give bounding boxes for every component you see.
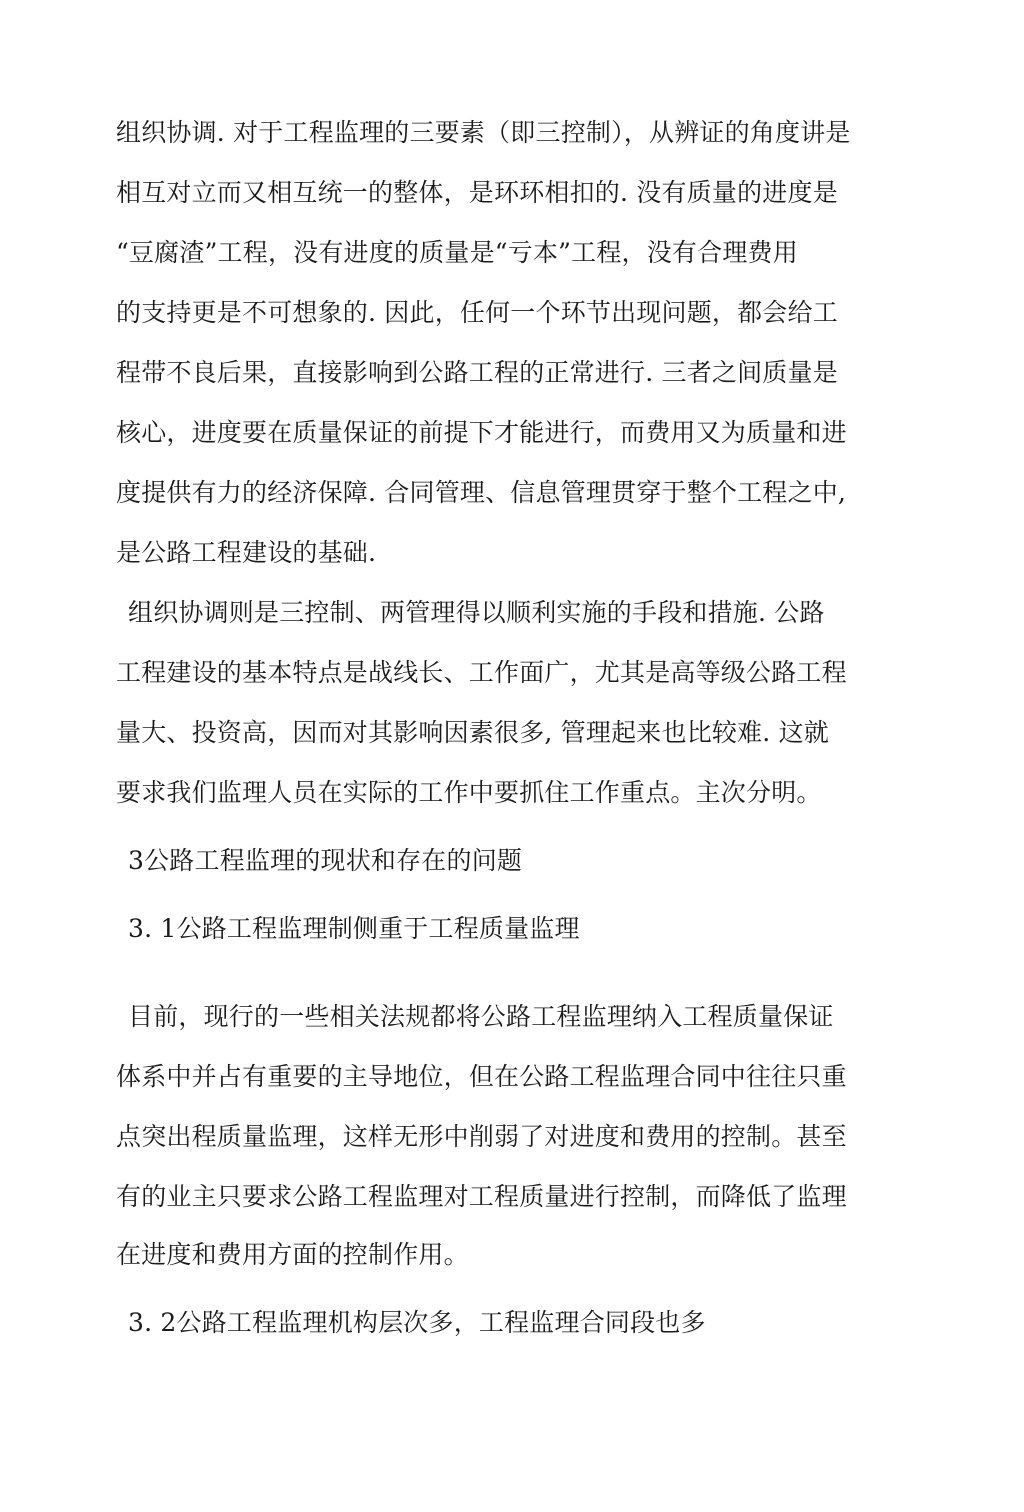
paragraph-line: 是公路工程建设的基础. — [116, 538, 377, 567]
paragraph-line: 要求我们监理人员在实际的工作中要抓住工作重点。主次分明。 — [116, 778, 822, 807]
paragraph-line: 度提供有力的经济保障. 合同管理、信息管理贯穿于整个工程之中, — [116, 478, 847, 507]
paragraph-line: 点突出程质量监理，这样无形中削弱了对进度和费用的控制。甚至 — [116, 1122, 847, 1151]
paragraph-line: 核心，进度要在质量保证的前提下才能进行，而费用又为质量和进 — [116, 418, 847, 447]
paragraph-line: 工程建设的基本特点是战线长、工作面广，尤其是高等级公路工程 — [116, 658, 847, 687]
paragraph-line: 目前，现行的一些相关法规都将公路工程监理纳入工程质量保证 — [128, 1002, 834, 1031]
paragraph-line: 量大、投资高，因而对其影响因素很多, 管理起来也比较难. 这就 — [116, 718, 829, 747]
paragraph-line: 有的业主只要求公路工程监理对工程质量进行控制，而降低了监理 — [116, 1182, 847, 1211]
section-heading: 3公路工程监理的现状和存在的问题 — [128, 846, 523, 875]
paragraph-line: 的支持更是不可想象的. 因此，任何一个环节出现问题，都会给工 — [116, 298, 838, 327]
paragraph-line: 组织协调. 对于工程监理的三要素（即三控制），从辨证的角度讲是 — [116, 118, 851, 147]
paragraph-line: 程带不良后果，直接影响到公路工程的正常进行. 三者之间质量是 — [116, 358, 838, 387]
paragraph-line: 体系中并占有重要的主导地位，但在公路工程监理合同中往往只重 — [116, 1062, 847, 1091]
subsection-heading: 3. 1公路工程监理制侧重于工程质量监理 — [128, 914, 580, 943]
paragraph-line: 相互对立而又相互统一的整体，是环环相扣的. 没有质量的进度是 — [116, 178, 838, 207]
paragraph-line: “豆腐渣”工程，没有进度的质量是“亏本”工程，没有合理费用 — [116, 238, 798, 267]
paragraph-line: 组织协调则是三控制、两管理得以顺利实施的手段和措施. 公路 — [128, 598, 825, 627]
subsection-heading: 3. 2公路工程监理机构层次多，工程监理合同段也多 — [128, 1308, 706, 1337]
paragraph-line: 在进度和费用方面的控制作用。 — [116, 1240, 469, 1269]
